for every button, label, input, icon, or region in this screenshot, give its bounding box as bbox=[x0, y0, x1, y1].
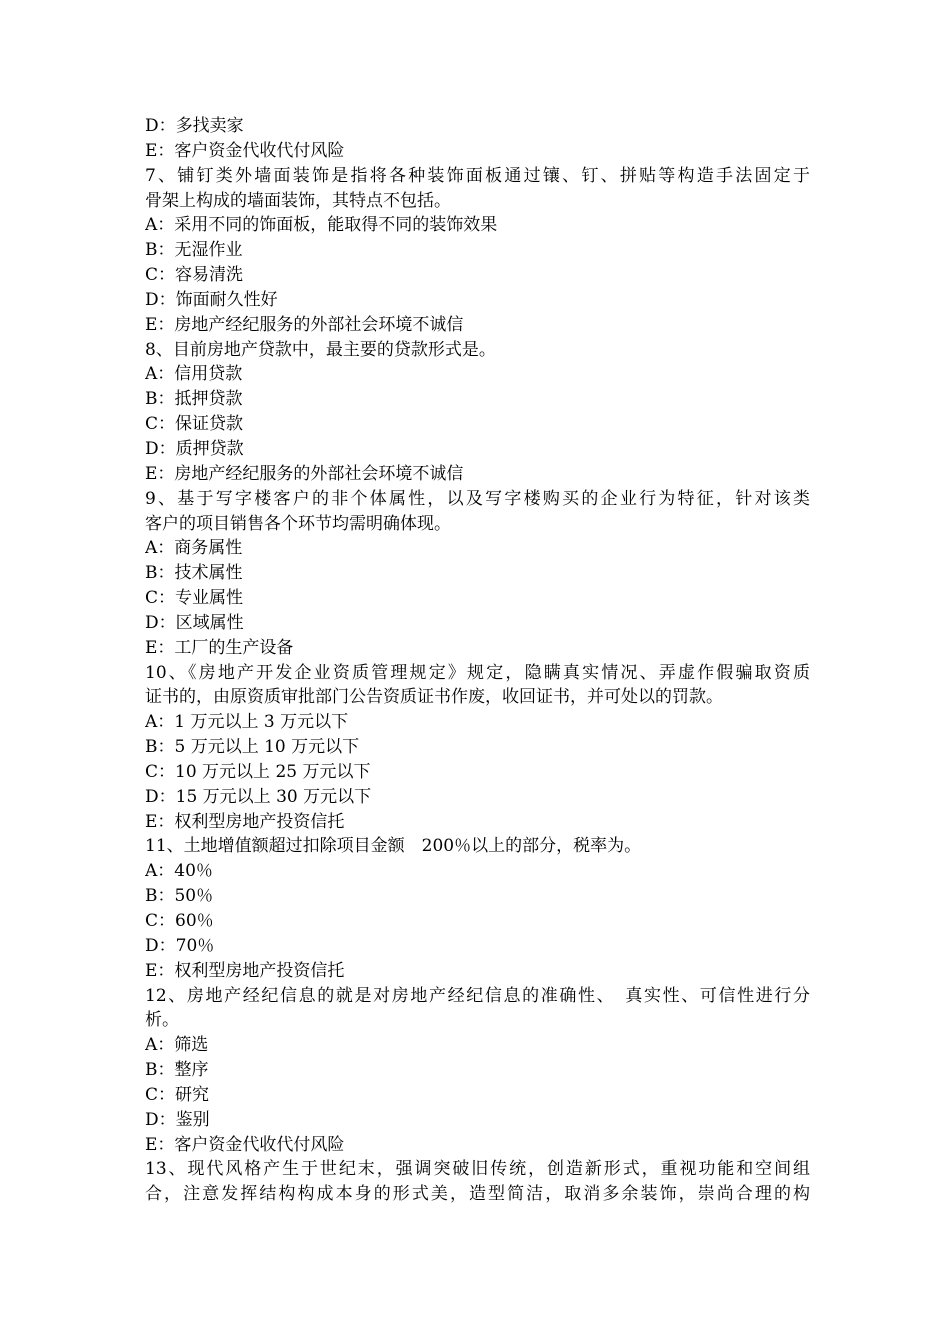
answer-option-line: E：工厂的生产设备 bbox=[145, 637, 294, 658]
answer-option-line: C：容易清洗 bbox=[145, 265, 244, 286]
answer-option-line: B：抵押贷款 bbox=[145, 389, 243, 410]
answer-option-line: C：保证贷款 bbox=[145, 414, 244, 435]
answer-option-line: E：权利型房地产投资信托 bbox=[145, 811, 345, 832]
answer-option-line: B：技术属性 bbox=[145, 563, 243, 584]
question-text-line: 12、房地产经纪信息的就是对房地产经纪信息的准确性、 真实性、可信性进行分 bbox=[145, 985, 810, 1006]
answer-option-line: D：鉴别 bbox=[145, 1109, 210, 1130]
question-text-line: 客户的项目销售各个环节均需明确体现。 bbox=[145, 513, 451, 534]
answer-option-line: A：采用不同的饰面板，能取得不同的装饰效果 bbox=[145, 215, 498, 236]
answer-option-line: D：70％ bbox=[145, 935, 215, 956]
answer-option-line: D：区域属性 bbox=[145, 612, 244, 633]
question-text-line: 骨架上构成的墙面装饰，其特点不包括。 bbox=[145, 190, 451, 211]
document-page bbox=[145, 114, 810, 1207]
question-text-line: 11、土地增值额超过扣除项目金额 200％以上的部分，税率为。 bbox=[145, 836, 642, 857]
answer-option-line: C：10 万元以上 25 万元以下 bbox=[145, 761, 371, 782]
question-text-line: 13、现代风格产生于世纪末，强调突破旧传统，创造新形式，重视功能和空间组 bbox=[145, 1159, 810, 1180]
answer-option-line: D：多找卖家 bbox=[145, 116, 244, 136]
answer-option-line: E：客户资金代收代付风险 bbox=[145, 1134, 345, 1155]
answer-option-line: B：无湿作业 bbox=[145, 240, 243, 261]
question-text-line: 9、基于写字楼客户的非个体属性，以及写字楼购买的企业行为特征，针对该类 bbox=[145, 488, 810, 509]
question-text-line: 合，注意发挥结构构成本身的形式美，造型简洁，取消多余装饰，崇尚合理的构 bbox=[145, 1184, 810, 1205]
question-text-line: 7、铺钉类外墙面装饰是指将各种装饰面板通过镶、钉、拼贴等构造手法固定于 bbox=[145, 165, 810, 186]
answer-option-line: A：筛选 bbox=[145, 1035, 209, 1056]
question-text-line: 8、目前房地产贷款中，最主要的贷款形式是。 bbox=[145, 339, 496, 360]
answer-option-line: E：房地产经纪服务的外部社会环境不诚信 bbox=[145, 463, 464, 484]
question-text-line: 10、《房地产开发企业资质管理规定》规定，隐瞒真实情况、弄虚作假骗取资质 bbox=[145, 662, 810, 683]
answer-option-line: B：50％ bbox=[145, 886, 214, 907]
answer-option-line: C：专业属性 bbox=[145, 588, 244, 609]
answer-option-line: A：40％ bbox=[145, 861, 213, 882]
answer-option-line: D：质押贷款 bbox=[145, 438, 244, 459]
answer-option-line: C：研究 bbox=[145, 1084, 210, 1105]
answer-option-line: A：1 万元以上 3 万元以下 bbox=[145, 712, 349, 733]
answer-option-line: E：权利型房地产投资信托 bbox=[145, 960, 345, 981]
answer-option-line: D：15 万元以上 30 万元以下 bbox=[145, 786, 372, 807]
answer-option-line: E：客户资金代收代付风险 bbox=[145, 140, 345, 161]
answer-option-line: B：5 万元以上 10 万元以下 bbox=[145, 737, 360, 758]
question-text-line: 析。 bbox=[145, 1010, 179, 1031]
answer-option-line: B：整序 bbox=[145, 1060, 209, 1081]
answer-option-line: C：60％ bbox=[145, 911, 214, 931]
answer-option-line: D：饰面耐久性好 bbox=[145, 289, 278, 310]
answer-option-line: A：信用贷款 bbox=[145, 364, 243, 385]
question-text-line: 证书的，由原资质审批部门公告资质证书作废，收回证书，并可处以的罚款。 bbox=[145, 687, 723, 708]
answer-option-line: A：商务属性 bbox=[145, 538, 243, 559]
answer-option-line: E：房地产经纪服务的外部社会环境不诚信 bbox=[145, 314, 464, 335]
